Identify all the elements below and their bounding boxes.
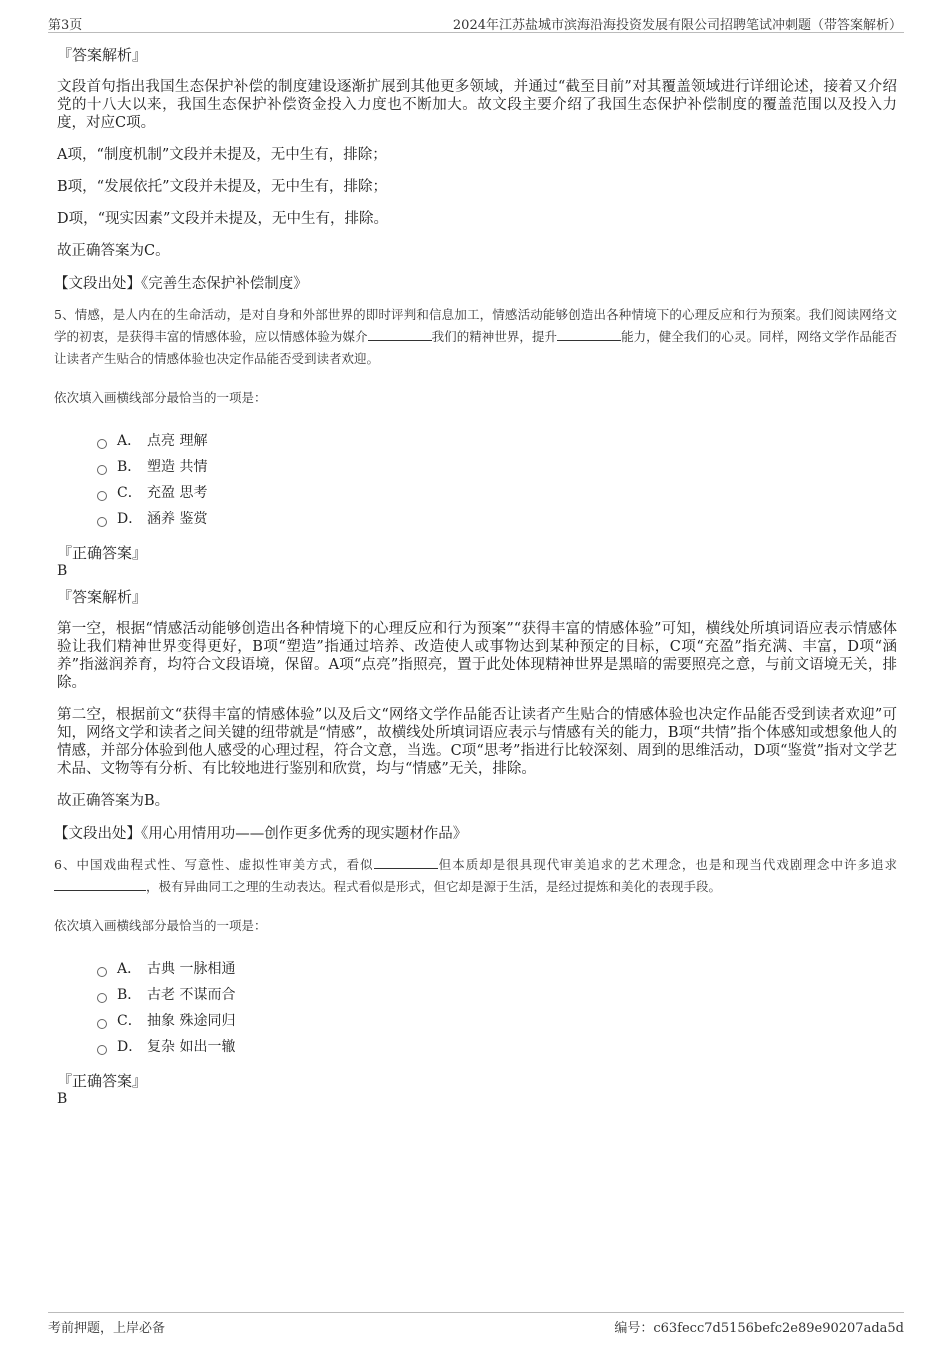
analysis-paragraph-1: 第一空，根据“情感活动能够创造出各种情境下的心理反应和行为预案”“获得丰富的情感体验”可知，横线处所填词语应表示情感体验让我们精神世界变得更好，B项“塑造”指通过培养、改造使人或事物达到某种预定的目标，C项“充盈”指充满、丰富，D项“涵养”指滋润养育，均符合文段语境，保留。A项“点亮”指照亮，置于此处体现精神世界是黑暗的需要照亮之意，与前文语境无关，排除。 (57, 621, 897, 691)
option-list (97, 956, 897, 1060)
passage-source: 【文段出处】《完善生态保护补偿制度》 (54, 276, 308, 292)
question-stem: 6、中国戏曲程式性、写意性、虚拟性审美方式，看似 但本质却是很具现代审美追求的艺术理念，也是和现当代戏剧理念中许多追求，极有异曲同工之理的生动表达。程式看似是形式，但它却是源于生活，是经过提炼和美化的表现手段。 (54, 854, 897, 898)
radio-icon[interactable] (97, 1045, 107, 1055)
footer-slogan: 考前押题，上岸必备 (48, 1321, 166, 1336)
correct-answer: B (57, 563, 68, 579)
option-b[interactable]: B． 古老 不谋而合 (97, 982, 897, 1008)
page-number: 第3页 (48, 18, 83, 33)
question-prompt: 依次填入画横线部分最恰当的一项是： (54, 390, 267, 405)
question-stem: 5、情感，是人内在的生命活动，是对自身和外部世界的即时评判和信息加工，情感活动能够创造出各种情境下的心理反应和行为预案。我们阅读网络文学的初衷，是获得丰富的情感体验，应以情感体验为媒介 我们的精神世界，提升 能力，健全我们的心灵。同样，网络文学作品能否让读者产生贴合的情感体验也决定作品能否受到读者欢迎。 (54, 307, 897, 366)
analysis-conclusion: 故正确答案为B。 (57, 793, 170, 809)
correct-answer-label: 『正确答案』 (57, 544, 148, 562)
question-4-analysis (54, 44, 897, 294)
option-c[interactable]: C． 充盈 思考 (97, 480, 897, 506)
fill-blank (374, 854, 438, 869)
option-a[interactable]: A． 古典 一脉相通 (97, 956, 897, 982)
radio-icon[interactable] (97, 465, 107, 475)
option-list (97, 428, 897, 532)
option-d[interactable]: D． 复杂 如出一辙 (97, 1034, 897, 1060)
analysis-paragraph: 文段首句指出我国生态保护补偿的制度建设逐渐扩展到其他更多领域，并通过“截至目前”对其覆盖领域进行详细论述，接着又介绍党的十八大以来，我国生态保护补偿资金投入力度也不断加大。故文段主要介绍了我国生态保护补偿制度的覆盖范围以及投入力度，对应C项。 (57, 79, 897, 131)
question-prompt: 依次填入画横线部分最恰当的一项是： (54, 918, 267, 933)
correct-answer: B (57, 1091, 68, 1107)
page-content (54, 44, 897, 1114)
radio-icon[interactable] (97, 993, 107, 1003)
question-6 (54, 854, 897, 1108)
analysis-label: 『答案解析』 (57, 588, 148, 606)
option-c[interactable]: C． 抽象 殊途同归 (97, 1008, 897, 1034)
document-id: 编号：c63fecc7d5156befc2e89e90207ada5d (614, 1321, 904, 1336)
option-d-analysis: D项，“现实因素”文段并未提及，无中生有，排除。 (57, 211, 388, 227)
radio-icon[interactable] (97, 517, 107, 527)
radio-icon[interactable] (97, 967, 107, 977)
page-header (48, 12, 904, 33)
document-title: 2024年江苏盐城市滨海沿海投资发展有限公司招聘笔试冲刺题（带答案解析） (452, 18, 902, 33)
correct-answer-label: 『正确答案』 (57, 1072, 148, 1090)
analysis-paragraph-2: 第二空，根据前文“获得丰富的情感体验”以及后文“网络文学作品能否让读者产生贴合的情感体验也决定作品能否受到读者欢迎”可知，网络文学和读者之间关键的纽带就是“情感”，故横线处所填词语应表示与情感有关的能力，B项“共情”指个体感知或想象他人的情感，并部分体验到他人感受的心理过程，符合文意，当选。C项“思考”指进行比较深刻、周到的思维活动，D项“鉴赏”指对文学艺术品、文物等有分析、有比较地进行鉴别和欣赏，均与“情感”无关，排除。 (57, 707, 897, 777)
analysis-conclusion: 故正确答案为C。 (57, 243, 170, 259)
option-d[interactable]: D． 涵养 鉴赏 (97, 506, 897, 532)
option-b-analysis: B项，“发展依托”文段并未提及，无中生有，排除； (57, 179, 387, 195)
analysis-label: 『答案解析』 (57, 46, 148, 64)
fill-blank (54, 876, 146, 891)
passage-source: 【文段出处】《用心用情用功——创作更多优秀的现实题材作品》 (54, 826, 468, 842)
fill-blank (557, 326, 621, 341)
option-b[interactable]: B． 塑造 共情 (97, 454, 897, 480)
radio-icon[interactable] (97, 491, 107, 501)
radio-icon[interactable] (97, 1019, 107, 1029)
fill-blank (368, 326, 432, 341)
option-a-analysis: A项，“制度机制”文段并未提及，无中生有，排除； (57, 147, 387, 163)
radio-icon[interactable] (97, 439, 107, 449)
page-footer (48, 1312, 904, 1337)
option-a[interactable]: A． 点亮 理解 (97, 428, 897, 454)
question-5 (54, 304, 897, 844)
